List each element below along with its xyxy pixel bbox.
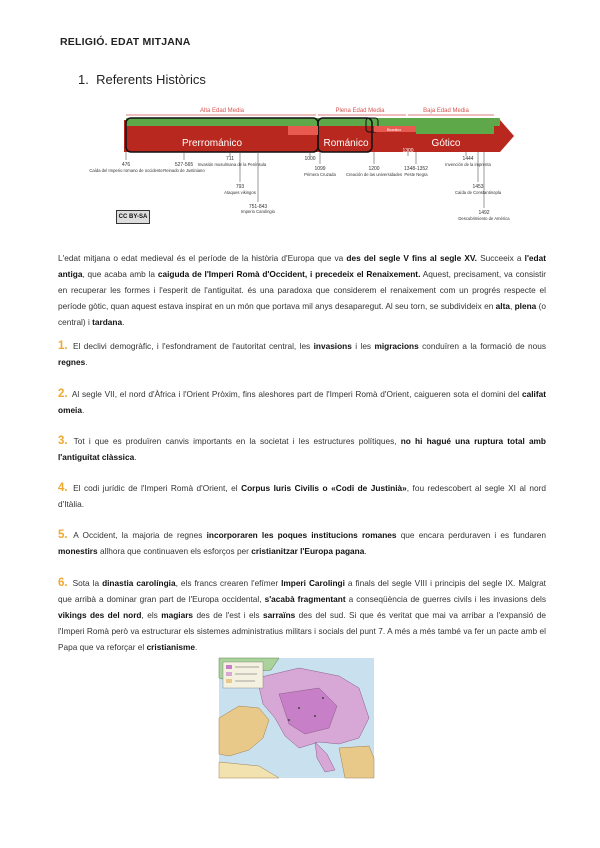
event-year: 476 — [121, 162, 131, 168]
event-year: 711 — [226, 156, 234, 162]
event-year: 751-843 — [248, 204, 268, 210]
event-text: Ataques vikingos — [224, 190, 256, 195]
medieval-timeline — [89, 98, 522, 228]
event-year: 1200 — [368, 166, 380, 172]
point-3: 3. Tot i que es produïren canvis importants en la societat i les estructures polítiques, no hi hagué una ruptura total amb l'antiguitat clàssica. — [58, 435, 546, 462]
event-year: 1348-1352 — [404, 166, 428, 172]
section-heading — [78, 72, 206, 87]
event-text: Descubrimiento de América — [458, 216, 510, 221]
timeline-label-baja: Baja Edad Media — [423, 108, 469, 114]
event-text: Caída de Constantinopla — [454, 190, 502, 195]
point-2: 2. Al segle VII, el nord d'Àfrica i l'Orient Pròxim, fins aleshores part de l'Imperi Romà d'Orient, caigueren sota el domini del califat omeia. — [58, 388, 546, 415]
event-text: Peste Negra — [404, 172, 428, 177]
section-number: 1. — [78, 72, 89, 87]
event-text: Reinado de Justiniano — [163, 168, 205, 173]
timeline-green-band — [126, 118, 500, 126]
document-title: RELIGIÓ. EDAT MITJANA — [60, 36, 191, 48]
event-year: 1492 — [478, 210, 490, 216]
event-text: Invención de la imprenta — [445, 162, 491, 167]
license-badge: CC BY-SA — [116, 210, 150, 224]
band-gotico: Gótico — [431, 138, 461, 149]
event-year: 793 — [235, 184, 245, 190]
section-title: Referents Històrics — [96, 72, 206, 87]
event-text: Imperio Carolingio — [241, 209, 275, 214]
event-text: Primera Cruzada — [304, 172, 336, 177]
point-4: 4. El codi jurídic de l'Imperi Romà d'Orient, el Corpus Iuris Civilis o «Codi de Justinià», fou redescobert al segle XI al nord d'Itàlia. — [58, 482, 546, 509]
event-text: Creación de las universidades — [345, 172, 403, 177]
carolingian-empire-map — [219, 658, 374, 778]
point-1: 1. El declivi demogràfic, i l'esfondrament de l'autoritat central, les invasions i les migracions conduïren a la formació de nous regnes. — [58, 340, 546, 367]
event-year: 1000 — [304, 156, 316, 162]
band-note: Bizantino — [386, 128, 402, 132]
timeline-label-plena: Plena Edad Media — [335, 108, 385, 114]
band-prerromanico: Prerrománico — [181, 138, 243, 149]
event-year: 1444 — [462, 156, 474, 162]
event-year: 1099 — [314, 166, 326, 172]
intro-paragraph: L'edat mitjana o edat medieval és el període de la història d'Europa que va des del segle V fins al segle XV. Succeeix a l'edat antiga, que acaba amb la caiguda de l'Imperi Romà d'Occident, i precedeix el Renaixement. Aquest, precisament, va consistir en recuperar les formes i l'esperit de l'antiguitat. és una paradoxa que considerem el renaixement com un progrés respecte el període gòtic, quan aquest estava inspirat en un món que portava mil anys desaparegut. Al seu torn, se subdivideix en alta, plena (o central) i tardana. — [58, 253, 547, 327]
event-year: 527-565 — [174, 162, 194, 168]
event-text: Invasión musulmana de la Península — [197, 162, 267, 167]
point-5: 5. A Occident, la majoria de regnes incorporaren les poques institucions romanes que encara perduraven i es fundaren monestirs allhora que continuaven els esforços per cristianitzar l'Europa pagana. — [58, 529, 546, 556]
event-year: 1453 — [472, 184, 484, 190]
band-romanico: Románico — [323, 138, 369, 149]
point-6: 6. Sota la dinastia carolíngia, els francs crearen l'efímer Imperi Carolingi a finals del segle VIII i principis del segle IX. Malgrat que arribà a dominar gran part de l'Europa occidental, s'acabà fragmentant a conseqüència de guerres civils i les invasions dels vikings des del nord, els magiars des de l'est i els sarraïns des del sud. Si que és veritat que mai va arribar a l'expansió de l'Imperi Romà però va estructurar els sistemes administratius militars i socials del punt 7. A més a més també va fer un pacte amb el Papa que va reforçar el cristianisme. — [58, 577, 546, 652]
event-year: 1300 — [402, 148, 414, 154]
event-text: Caída del Imperio romano de occidente — [89, 168, 163, 173]
timeline-label-alta: Alta Edad Media — [199, 108, 245, 114]
